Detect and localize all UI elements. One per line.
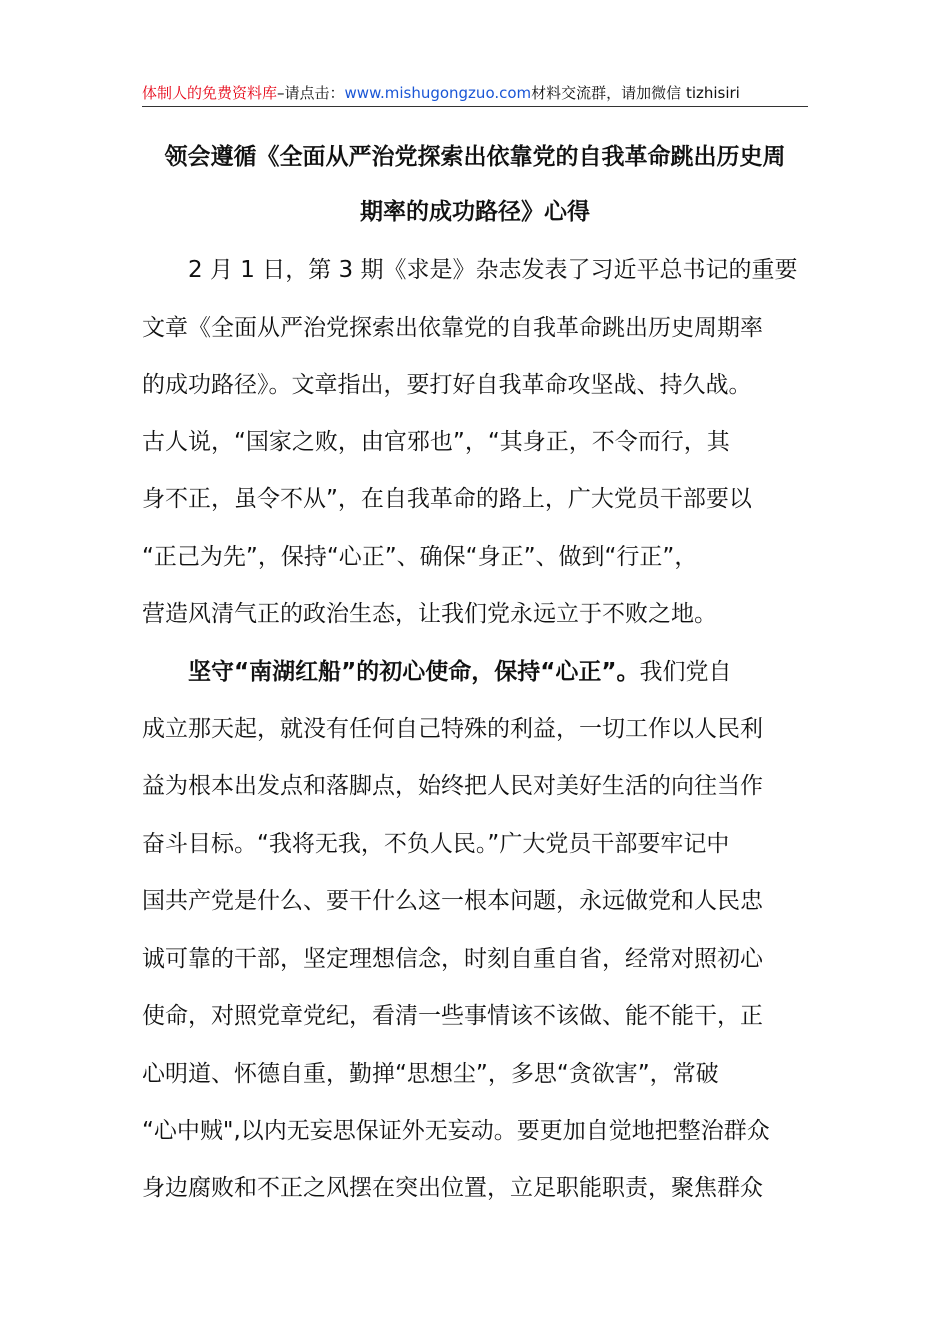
paragraph-1-line-1: 2 月 1 日，第 3 期《求是》杂志发表了习近平总书记的重要 — [188, 257, 798, 283]
paragraph-2-lead: 坚守“南湖红船”的初心使命，保持“心正”。 — [188, 659, 640, 685]
header-contact: 材料交流群，请加微信 tizhisiri — [531, 84, 740, 102]
paragraph-2-line-1 — [188, 657, 808, 687]
paragraph-2-line-9: “心中贼",以内无妄思保证外无妄动。要更加自觉地把整治群众 — [142, 1118, 770, 1144]
paragraph-2-line-7: 使命，对照党章党纪，看清一些事情该不该做、能不能干，正 — [142, 1003, 763, 1029]
page-header — [142, 80, 808, 107]
header-brand: 体制人的免费资料库 — [142, 84, 278, 102]
paragraph-2-line-10: 身边腐败和不正之风摆在突出位置，立足职能职责，聚焦群众 — [142, 1175, 763, 1201]
paragraph-2-lead-rest: 我们党自 — [639, 659, 732, 685]
paragraph-1-line-3: 的成功路径》。文章指出，要打好自我革命攻坚战、持久战。 — [142, 372, 752, 398]
header-prompt: –请点击： — [277, 84, 345, 102]
paragraph-1-line-2: 文章《全面从严治党探索出依靠党的自我革命跳出历史周期率 — [142, 315, 763, 341]
document-title-line-2: 期率的成功路径》心得 — [360, 199, 590, 225]
paragraph-2-line-5: 国共产党是什么、要干什么这一根本问题，永远做党和人民忠 — [142, 888, 763, 914]
document-title-line-1: 领会遵循《全面从严治党探索出依靠党的自我革命跳出历史周 — [164, 144, 786, 170]
paragraph-2-line-3: 益为根本出发点和落脚点，始终把人民对美好生活的向往当作 — [142, 773, 763, 799]
paragraph-2-line-8: 心明道、怀德自重，勤掸“思想尘”，多思“贪欲害”，常破 — [142, 1061, 719, 1087]
header-site-link[interactable]: www.mishugongzuo.com — [344, 84, 532, 102]
paragraph-1-line-6: “正己为先”，保持“心正”、确保“身正”、做到“行正”， — [142, 544, 698, 570]
paragraph-1-line-7: 营造风清气正的政治生态，让我们党永远立于不败之地。 — [142, 601, 717, 627]
paragraph-1-line-5: 身不正，虽令不从”，在自我革命的路上，广大党员干部要以 — [142, 486, 752, 512]
paragraph-2-line-4: 奋斗目标。“我将无我，不负人民。”广大党员干部要牢记中 — [142, 831, 730, 857]
paragraph-1-line-4: 古人说，“国家之败，由官邪也”，“其身正，不令而行，其 — [142, 429, 730, 455]
paragraph-2-line-6: 诚可靠的干部，坚定理想信念，时刻自重自省，经常对照初心 — [142, 946, 763, 972]
paragraph-2-line-2: 成立那天起，就没有任何自己特殊的利益，一切工作以人民利 — [142, 716, 763, 742]
